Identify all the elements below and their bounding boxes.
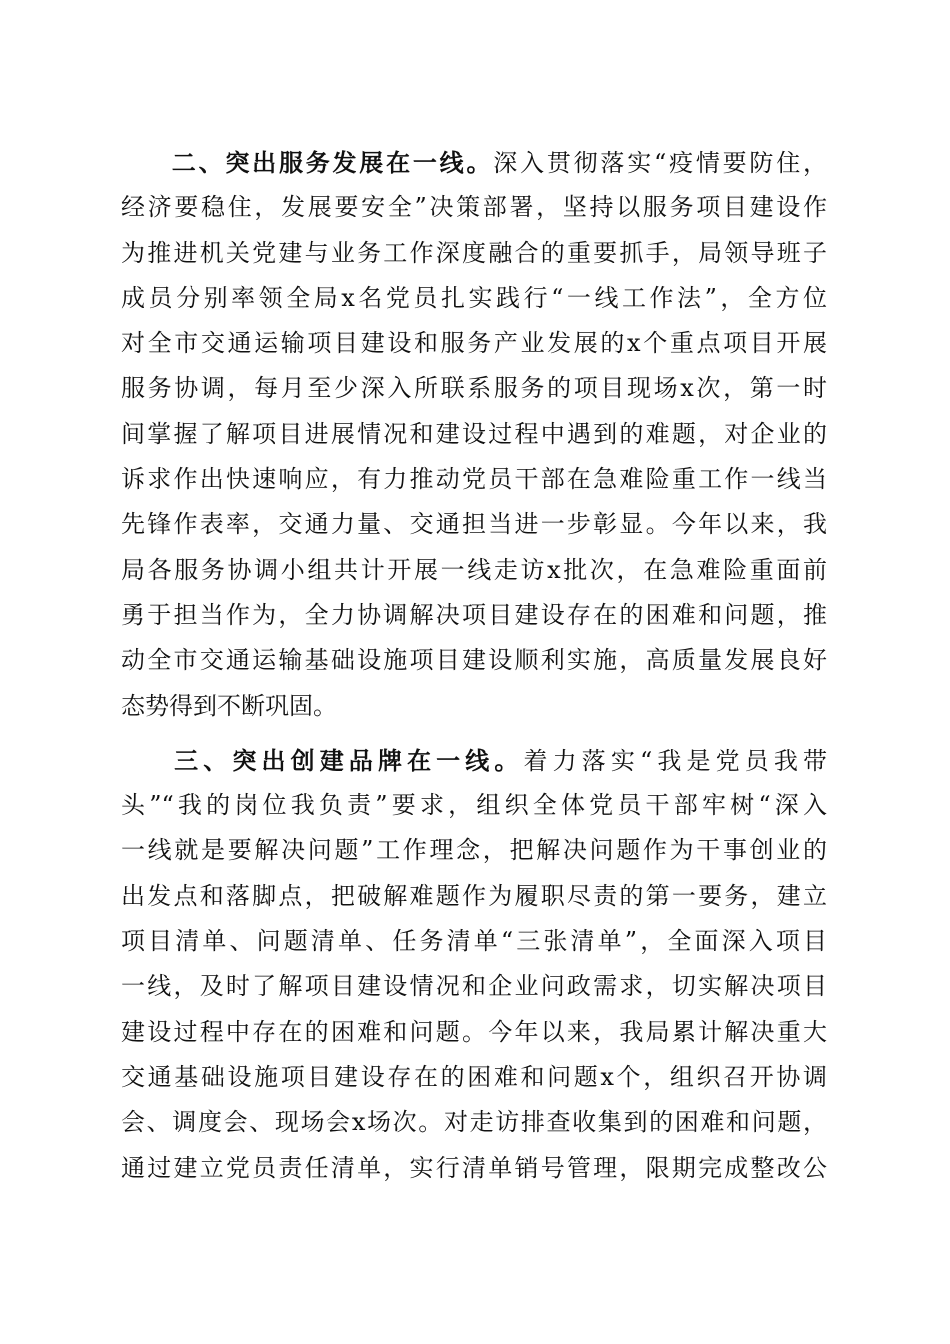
text-line: 头”“我的岗位我负责”要求，组织全体党员干部牢树“深入 [121, 791, 827, 820]
text-line: 动全市交通运输基础设施项目建设顺利实施，高质量发展良好 [121, 646, 827, 675]
text-line: 通过建立党员责任清单，实行清单销号管理，限期完成整改公 [121, 1153, 827, 1182]
text-line: 交通基础设施项目建设存在的困难和问题x个，组织召开协调 [121, 1062, 827, 1091]
text-line: 出发点和落脚点，把破解难题作为履职尽责的第一要务，建立 [121, 881, 827, 910]
text-line: 诉求作出快速响应，有力推动党员干部在急难险重工作一线当 [121, 465, 827, 494]
text-line: 服务协调，每月至少深入所联系服务的项目现场x次，第一时 [121, 374, 827, 403]
text-line: 成员分别率领全局x名党员扎实践行“一线工作法”，全方位 [121, 283, 827, 312]
text-line: 间掌握了解项目进展情况和建设过程中遇到的难题，对企业的 [121, 419, 827, 448]
section-heading: 二、突出服务发展在一线。 [169, 148, 494, 177]
text-line: 局各服务协调小组共计开展一线走访x批次，在急难险重面前 [121, 555, 827, 584]
document-body [121, 140, 827, 1191]
text-run: 着力落实“我是党员我带 [523, 746, 827, 775]
paragraph-section-2 [121, 140, 827, 729]
text-line: 为推进机关党建与业务工作深度融合的重要抓手，局领导班子 [121, 238, 827, 267]
paragraph-first-line [121, 738, 827, 783]
paragraph-gap [121, 729, 827, 738]
section-heading: 三、突出创建品牌在一线。 [169, 745, 524, 775]
text-line: 建设过程中存在的困难和问题。今年以来，我局累计解决重大 [121, 1017, 827, 1046]
text-line: 勇于担当作为，全力协调解决项目建设存在的困难和问题，推 [121, 600, 827, 629]
text-line: 一线，及时了解项目建设情况和企业问政需求，切实解决项目 [121, 972, 827, 1001]
text-run: 深入贯彻落实“疫情要防住， [493, 149, 827, 177]
paragraph-first-line [121, 140, 827, 185]
text-line: 一线就是要解决问题”工作理念，把解决问题作为干事创业的 [121, 836, 827, 865]
text-line: 态势得到不断巩固。 [121, 691, 337, 720]
text-line: 经济要稳住，发展要安全”决策部署，坚持以服务项目建设作 [121, 193, 827, 222]
text-line: 对全市交通运输项目建设和服务产业发展的x个重点项目开展 [121, 329, 827, 358]
text-line: 会、调度会、现场会x场次。对走访排查收集到的困难和问题， [121, 1108, 827, 1137]
text-line: 项目清单、问题清单、任务清单“三张清单”，全面深入项目 [121, 927, 827, 956]
text-line: 先锋作表率，交通力量、交通担当进一步彰显。今年以来，我 [121, 510, 827, 539]
paragraph-section-3 [121, 738, 827, 1191]
